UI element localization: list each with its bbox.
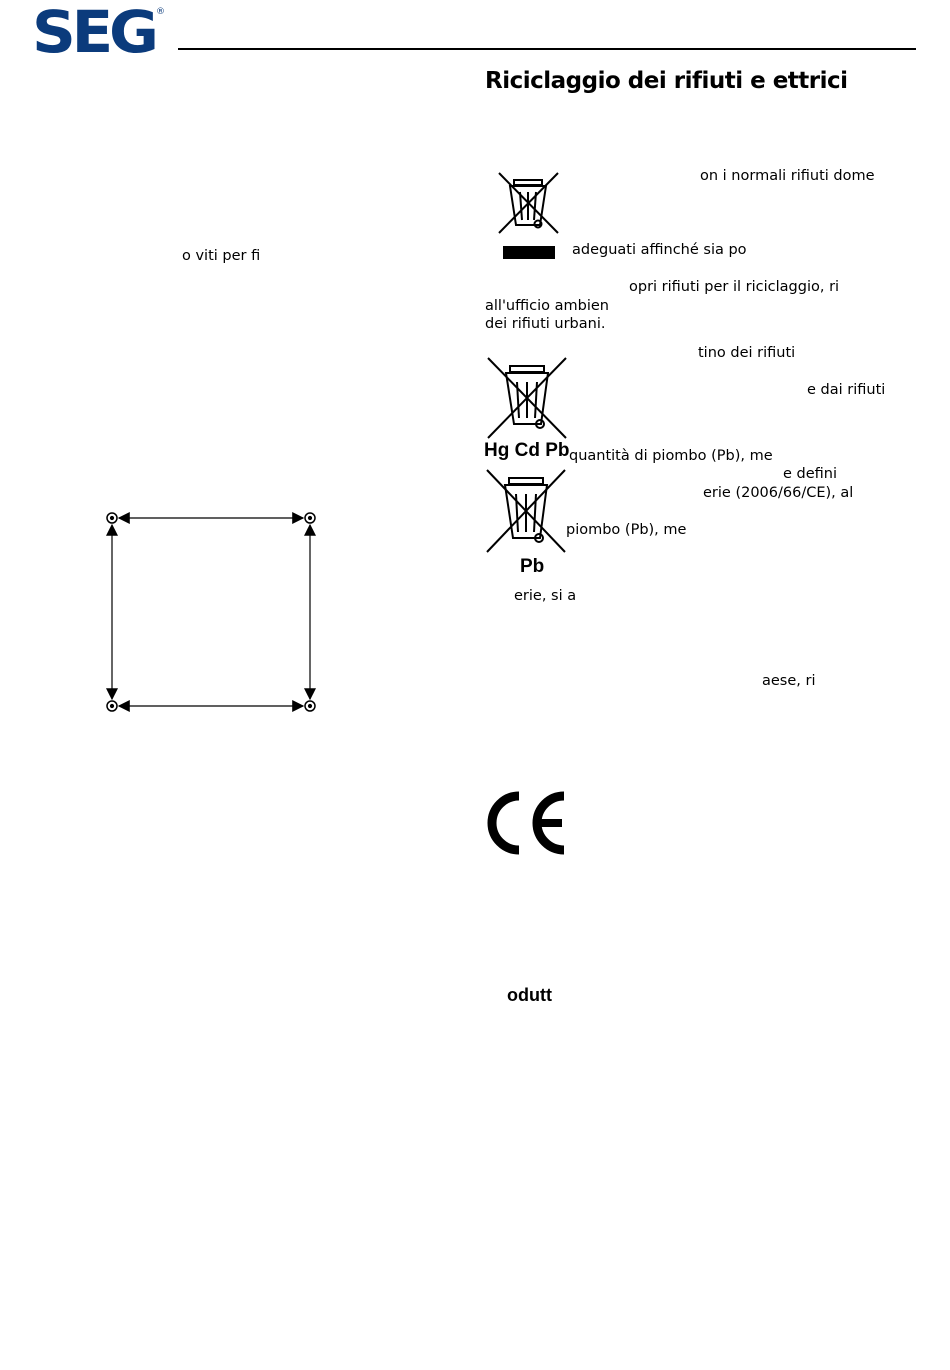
battery-chemical-label-pb: Pb	[520, 556, 545, 577]
svg-text:SEG: SEG	[32, 0, 155, 67]
ce-mark-icon	[486, 790, 570, 856]
screw-hole-top-left	[107, 513, 117, 523]
text-line: aese, ri	[762, 673, 816, 689]
bold-text-fragment: odutt	[507, 985, 552, 1005]
text-line: dei rifiuti urbani.	[485, 316, 606, 332]
text-line: e dai rifiuti	[807, 382, 886, 398]
screw-hole-bottom-right	[305, 701, 315, 711]
crossed-out-battery-bin-icon	[485, 468, 567, 554]
battery-chemical-label-hgcdpb: Hg Cd Pb	[484, 440, 570, 461]
screw-hole-top-right	[305, 513, 315, 523]
left-text-fragment: o viti per fi	[182, 248, 261, 264]
mounting-hole-diagram	[100, 506, 324, 720]
text-line: all'ufficio ambien	[485, 298, 609, 314]
text-line: erie (2006/66/CE), al	[703, 485, 854, 501]
crossed-out-battery-bin-icon	[486, 356, 568, 440]
text-line: e defini	[783, 466, 838, 482]
svg-text:®: ®	[156, 7, 165, 17]
text-line: on i normali rifiuti dome	[700, 168, 875, 184]
text-line: piombo (Pb), me	[566, 522, 687, 538]
header-rule	[178, 48, 916, 50]
text-line: adeguati affinché sia po	[572, 242, 747, 258]
text-line: erie, si a	[514, 588, 577, 604]
section-title: Riciclaggio dei rifiuti e ettrici	[485, 68, 848, 94]
text-line: quantità di piombo (Pb), me	[569, 448, 773, 464]
screw-hole-bottom-left	[107, 701, 117, 711]
text-line: opri rifiuti per il riciclaggio, ri	[629, 279, 840, 295]
bin-underline-bar	[503, 246, 555, 259]
text-line: tino dei rifiuti	[698, 345, 796, 361]
crossed-out-wheelie-bin-icon	[496, 170, 562, 262]
seg-logo	[32, 0, 172, 67]
